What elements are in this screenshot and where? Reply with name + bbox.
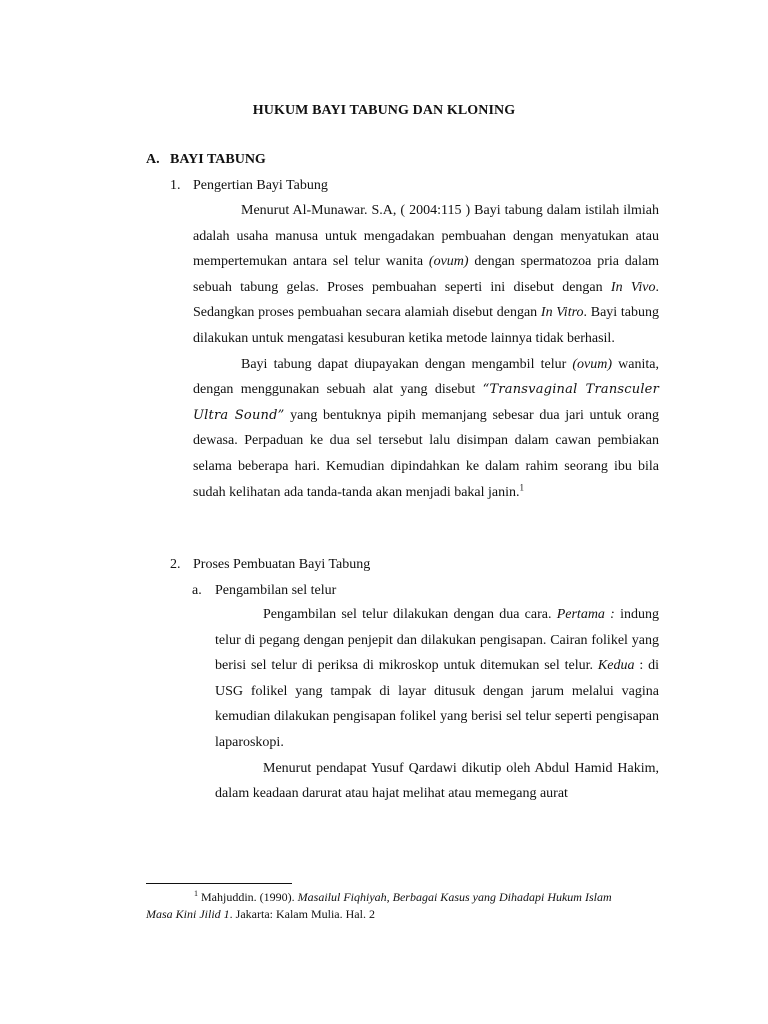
italic-term: In Vivo (610, 279, 656, 295)
item-1-body (193, 198, 659, 505)
item-2-number: 2. (170, 557, 181, 572)
text-run: . Jakarta: Kalam Mulia. Hal. 2 (229, 907, 375, 921)
sub-a-number: a. (192, 583, 202, 598)
sub-a-paragraph-2: Menurut pendapat Yusuf Qardawi dikutip oleh Abdul Hamid Hakim, dalam keadaan darurat atau hajat melihat atau memegang aurat (215, 760, 659, 802)
document-title: HUKUM BAYI TABUNG DAN KLONING (252, 103, 516, 118)
text-run: Menurut Al-Munawar. S.A, ( 2004:115 ) Bayi tabung dalam istilah ilmiah adalah usaha manusa untuk mengadakan pembuahan dengan menyatukan atau mempertemukan antara sel telur wanita (193, 203, 659, 270)
footnote-mark: 1 (194, 889, 198, 898)
text-run: . Sedangkan proses pembuahan secara alamiah disebut dengan (193, 279, 659, 321)
sub-a-body (215, 602, 659, 807)
italic-term: In Vitro (540, 305, 584, 321)
footnote-separator (146, 883, 292, 884)
item-1-heading (170, 178, 328, 194)
sub-a-paragraph-1 (215, 602, 659, 756)
text-run: dengan spermatozoa pria dalam sebuah tabung gelas. Proses pembuahan seperti ini disebut dengan (193, 254, 659, 295)
item-2-heading (170, 557, 370, 573)
italic-term: (ovum) (428, 254, 469, 270)
section-a-label: A. (146, 152, 160, 167)
text-run: Pengambilan sel telur dilakukan dengan dua cara. (263, 607, 557, 622)
text-run: indung telur di pegang dengan penjepit dan dilakukan pengisapan. Cairan folikel yang berisi sel telur di periksa di mikroskop untuk ditemukan sel telur. (215, 607, 659, 674)
italic-term: (ovum) (572, 356, 613, 372)
item-1-paragraph-1 (193, 198, 659, 352)
footnote (146, 889, 636, 923)
text-run: . Bayi tabung dilakukan untuk mengatasi kesuburan ketika metode lainnya tidak berhasil. (193, 305, 659, 346)
device-name-term: “Transvaginal Transculer Ultra Sound” (193, 382, 659, 423)
item-1-text: Pengertian Bayi Tabung (193, 178, 328, 193)
section-a-heading (146, 152, 266, 168)
text-run: Bayi tabung dapat diupayakan dengan mengambil telur (241, 356, 573, 372)
sub-a-text: Pengambilan sel telur (215, 583, 337, 598)
item-1-paragraph-2 (193, 352, 659, 506)
item-1-number: 1. (170, 178, 181, 193)
item-2-text: Proses Pembuatan Bayi Tabung (193, 557, 371, 572)
italic-term: Kedua (597, 658, 635, 674)
text-run: Mahjuddin. (1990). (198, 890, 298, 904)
italic-book-title: Masailul Fiqhiyah, Berbagai Kasus yang Dihadapi Hukum Islam Masa Kini Jilid 1 (146, 890, 612, 921)
footnote-reference[interactable]: 1 (519, 481, 525, 492)
text-run: wanita, dengan menggunakan sebuah alat yang disebut (193, 356, 659, 398)
text-run: yang bentuknya pipih memanjang sebesar dua jari untuk orang dewasa. Perpaduan ke dua sel tersebut lalu disimpan dalam cawan pembiakan selama beberapa hari. Kemudian dipindahkan ke dalam rahim seorang ibu bila sudah kelihatan ada tanda-tanda akan menjadi bakal janin. (193, 407, 659, 500)
text-run: : di USG folikel yang tampak di layar ditusuk dengan jarum melalui vagina kemudian dilakukan pengisapan folikel yang berisi sel telur seperti pengisapan laparoskopi. (215, 658, 660, 750)
sub-a-heading (192, 583, 336, 599)
section-a-text: BAYI TABUNG (170, 152, 266, 167)
italic-term: Pertama : (556, 607, 615, 622)
